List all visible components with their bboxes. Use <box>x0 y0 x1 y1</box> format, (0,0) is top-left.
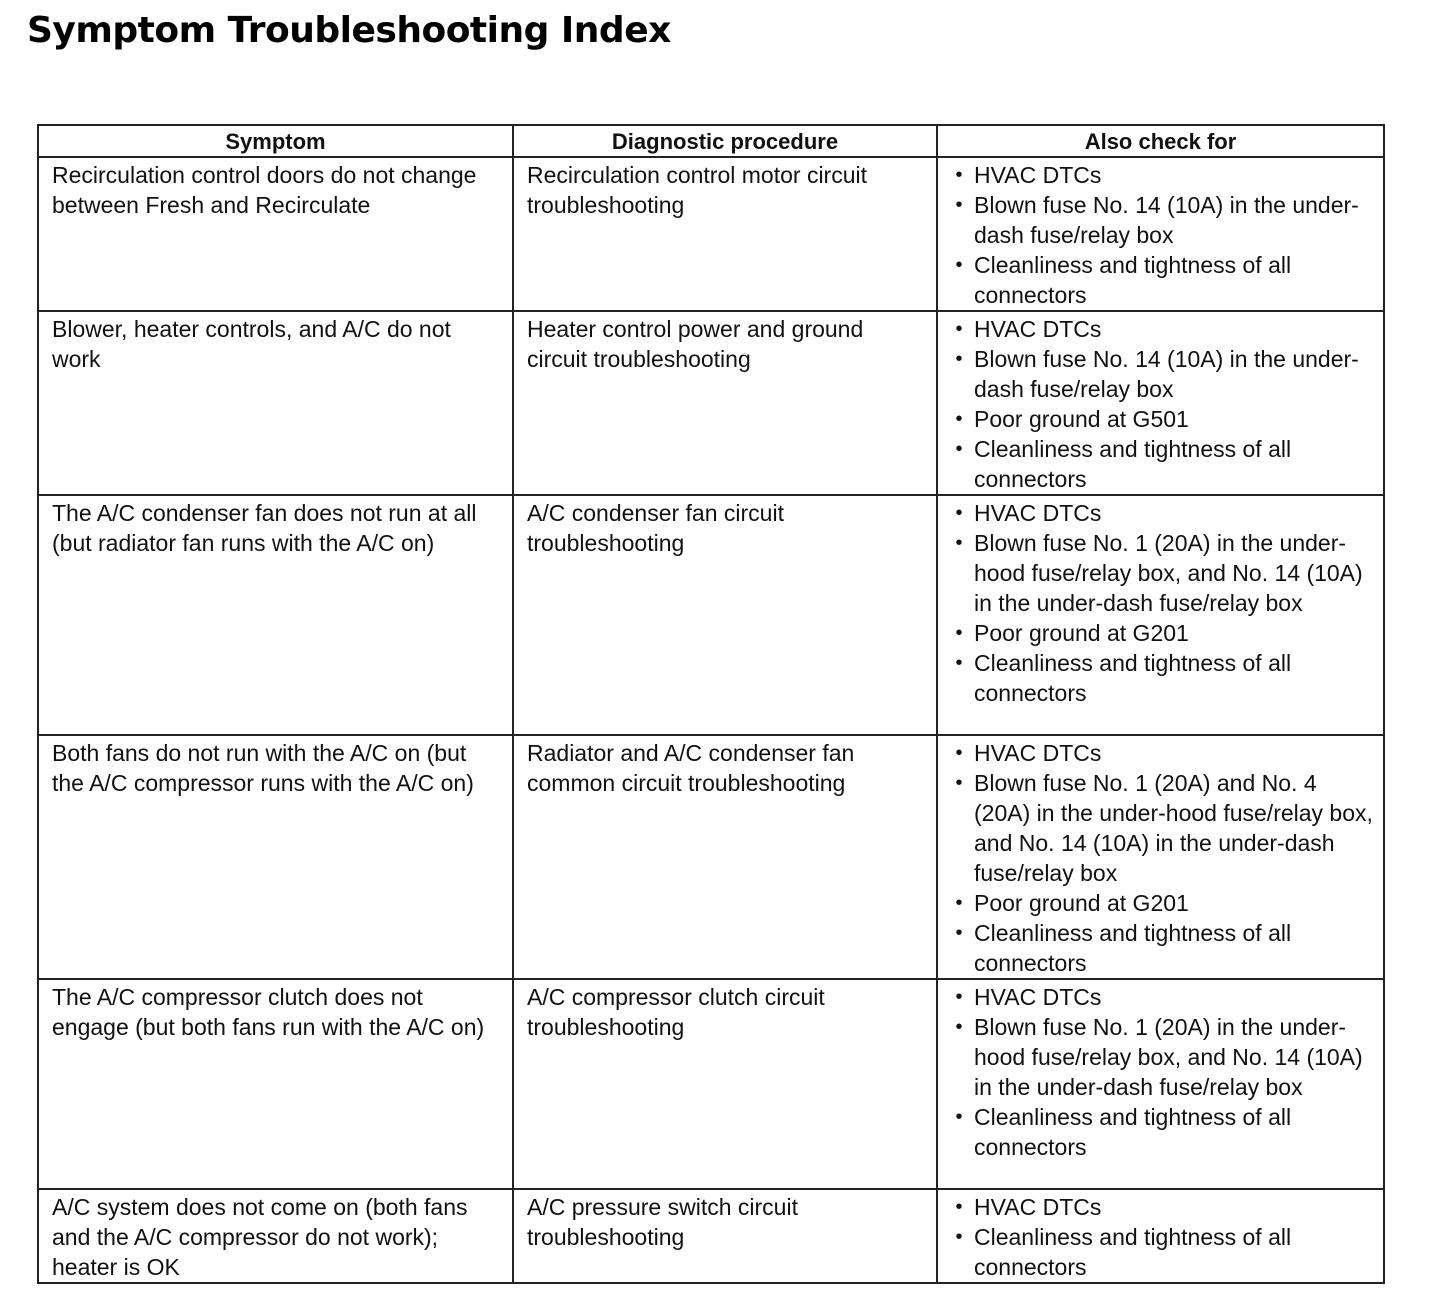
list-item: • HVAC DTCs <box>950 1192 1377 1222</box>
symptom-text: Blower, heater controls, and A/C do not work <box>52 316 451 372</box>
also-check-list <box>950 982 1377 1162</box>
bullet-dot-icon: • <box>955 772 963 794</box>
page-title: Symptom Troubleshooting Index <box>27 10 671 51</box>
procedure-link[interactable]: A/C condenser fan circuit troubleshooting <box>527 500 784 556</box>
table-row <box>38 735 1384 979</box>
bullet-dot-icon: • <box>955 1226 963 1248</box>
list-item: • Blown fuse No. 1 (20A) and No. 4 (20A) in the under-hood fuse/relay box, and No. 14 (10A) in the under-dash fuse/relay box <box>950 768 1377 888</box>
bullet-dot-icon: • <box>955 254 963 276</box>
column-header-symptom: Symptom <box>38 125 513 157</box>
also-check-cell <box>937 979 1384 1189</box>
also-check-list <box>950 160 1377 310</box>
bullet-dot-icon: • <box>955 438 963 460</box>
table-row <box>38 979 1384 1189</box>
list-item: • Cleanliness and tightness of all connectors <box>950 1222 1377 1282</box>
symptom-cell <box>38 1189 513 1283</box>
also-check-list <box>950 1192 1377 1282</box>
procedure-cell <box>513 157 937 311</box>
table-row <box>38 1189 1384 1283</box>
bullet-dot-icon: • <box>955 348 963 370</box>
procedure-link[interactable]: A/C pressure switch circuit troubleshooting <box>527 1194 798 1250</box>
bullet-dot-icon: • <box>955 1016 963 1038</box>
bullet-dot-icon: • <box>955 502 963 524</box>
also-check-cell <box>937 735 1384 979</box>
bullet-dot-icon: • <box>955 986 963 1008</box>
list-item: • Poor ground at G201 <box>950 618 1377 648</box>
list-item: • HVAC DTCs <box>950 982 1377 1012</box>
bullet-dot-icon: • <box>955 1196 963 1218</box>
also-check-cell <box>937 311 1384 495</box>
bullet-dot-icon: • <box>955 892 963 914</box>
list-item: • HVAC DTCs <box>950 314 1377 344</box>
symptom-cell <box>38 157 513 311</box>
procedure-cell <box>513 311 937 495</box>
symptom-cell <box>38 735 513 979</box>
bullet-dot-icon: • <box>955 922 963 944</box>
list-item: • Blown fuse No. 1 (20A) in the under-hood fuse/relay box, and No. 14 (10A) in the under-dash fuse/relay box <box>950 528 1377 618</box>
procedure-link[interactable]: Heater control power and ground circuit troubleshooting <box>527 316 864 372</box>
column-header-also-check-for: Also check for <box>937 125 1384 157</box>
list-item: • Cleanliness and tightness of all connectors <box>950 250 1377 310</box>
list-item: • HVAC DTCs <box>950 498 1377 528</box>
bullet-dot-icon: • <box>955 652 963 674</box>
symptom-cell <box>38 979 513 1189</box>
symptom-cell <box>38 311 513 495</box>
procedure-link[interactable]: Radiator and A/C condenser fan common circuit troubleshooting <box>527 740 855 796</box>
bullet-dot-icon: • <box>955 194 963 216</box>
procedure-cell <box>513 979 937 1189</box>
table-row <box>38 311 1384 495</box>
list-item: • Cleanliness and tightness of all connectors <box>950 434 1377 494</box>
bullet-dot-icon: • <box>955 318 963 340</box>
symptom-troubleshooting-table <box>37 124 1385 1284</box>
procedure-cell <box>513 495 937 735</box>
bullet-dot-icon: • <box>955 742 963 764</box>
bullet-dot-icon: • <box>955 622 963 644</box>
also-check-list <box>950 498 1377 708</box>
table-row <box>38 157 1384 311</box>
also-check-cell <box>937 495 1384 735</box>
list-item: • Blown fuse No. 1 (20A) in the under-hood fuse/relay box, and No. 14 (10A) in the under-dash fuse/relay box <box>950 1012 1377 1102</box>
list-item: • HVAC DTCs <box>950 738 1377 768</box>
list-item: • Cleanliness and tightness of all connectors <box>950 918 1377 978</box>
symptom-cell <box>38 495 513 735</box>
list-item: • Blown fuse No. 14 (10A) in the under-dash fuse/relay box <box>950 344 1377 404</box>
also-check-cell <box>937 157 1384 311</box>
procedure-cell <box>513 1189 937 1283</box>
procedure-cell <box>513 735 937 979</box>
list-item: • Blown fuse No. 14 (10A) in the under-dash fuse/relay box <box>950 190 1377 250</box>
list-item: • Cleanliness and tightness of all connectors <box>950 648 1377 708</box>
bullet-dot-icon: • <box>955 532 963 554</box>
symptom-text: Recirculation control doors do not change between Fresh and Recirculate <box>52 162 477 218</box>
list-item: • Poor ground at G501 <box>950 404 1377 434</box>
also-check-list <box>950 314 1377 494</box>
table-header-row <box>38 125 1384 157</box>
column-header-diagnostic-procedure: Diagnostic procedure <box>513 125 937 157</box>
bullet-dot-icon: • <box>955 1106 963 1128</box>
symptom-text: A/C system does not come on (both fans and the A/C compressor do not work); heater is OK <box>52 1194 468 1280</box>
also-check-list <box>950 738 1377 978</box>
bullet-dot-icon: • <box>955 408 963 430</box>
procedure-link[interactable]: A/C compressor clutch circuit troubleshooting <box>527 984 825 1040</box>
list-item: • Poor ground at G201 <box>950 888 1377 918</box>
table-row <box>38 495 1384 735</box>
list-item: • Cleanliness and tightness of all connectors <box>950 1102 1377 1162</box>
bullet-dot-icon: • <box>955 164 963 186</box>
procedure-link[interactable]: Recirculation control motor circuit troubleshooting <box>527 162 868 218</box>
also-check-cell <box>937 1189 1384 1283</box>
symptom-text: Both fans do not run with the A/C on (but the A/C compressor runs with the A/C on) <box>52 740 474 796</box>
symptom-text: The A/C condenser fan does not run at all (but radiator fan runs with the A/C on) <box>52 500 477 556</box>
list-item: • HVAC DTCs <box>950 160 1377 190</box>
symptom-text: The A/C compressor clutch does not engage (but both fans run with the A/C on) <box>52 984 485 1040</box>
